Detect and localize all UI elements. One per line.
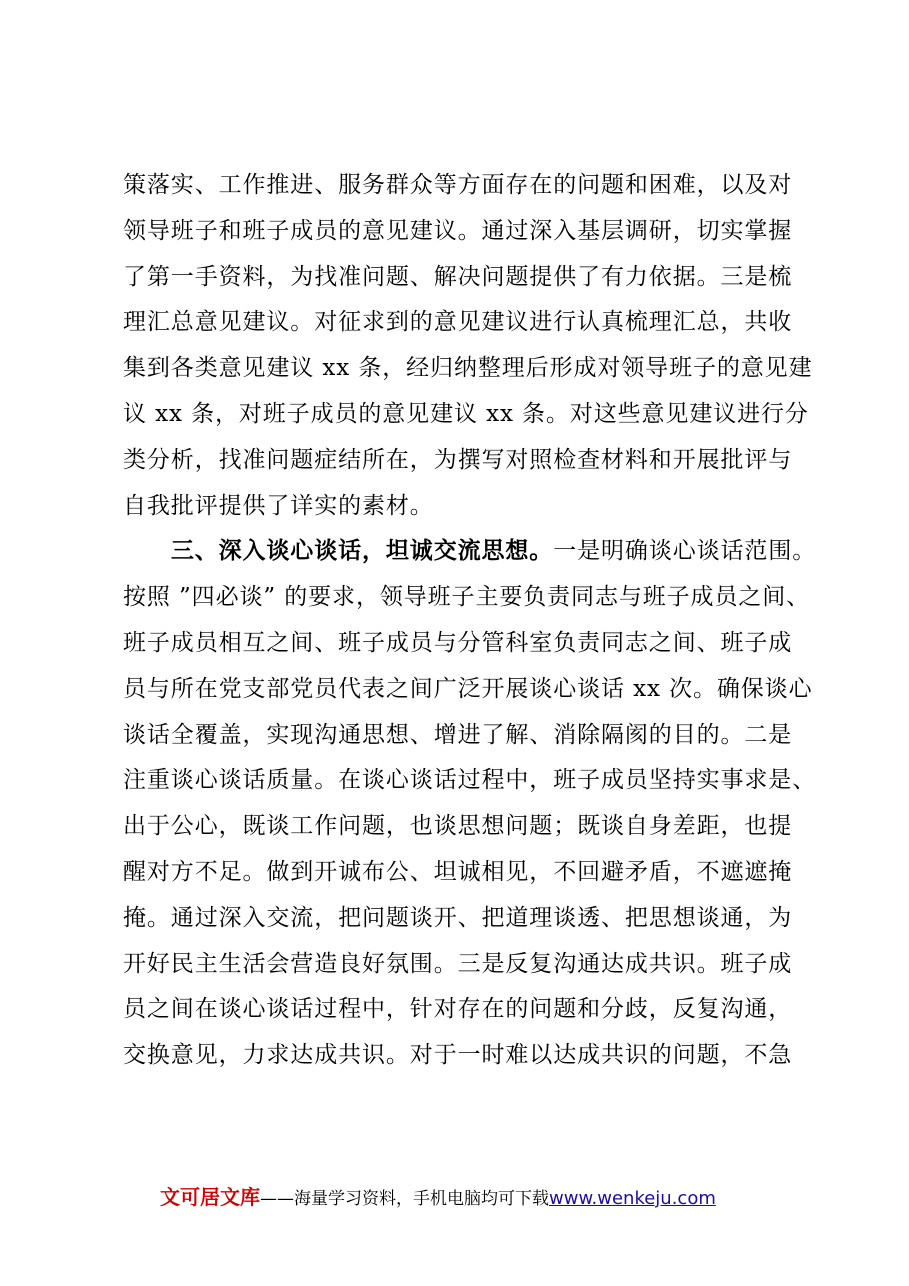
text-line: 领导班子和班子成员的意见建议。通过深入基层调研，切实掌握: [123, 217, 793, 244]
footer-link[interactable]: www.wenkeju.com: [549, 1188, 716, 1209]
text-line: 员之间在谈心谈话过程中，针对存在的问题和分歧，反复沟通，: [123, 996, 793, 1023]
text-line: 醒对方不足。做到开诚布公、坦诚相见，不回避矛盾，不遮遮掩: [123, 858, 793, 885]
text-line: 班子成员相互之间、班子成员与分管科室负责同志之间、班子成: [123, 629, 793, 656]
text-line: 策落实、工作推进、服务群众等方面存在的问题和困难，以及对: [123, 172, 793, 198]
heading-indent: [123, 538, 171, 564]
text-line: 注重谈心谈话质量。在谈心谈话过程中，班子成员坚持实事求是、: [123, 767, 817, 794]
text-line: 自我批评提供了详实的素材。: [123, 492, 434, 519]
footer-banner: [160, 1181, 716, 1211]
text-line: 掩。通过深入交流，把问题谈开、把道理谈透、把思想谈通，为: [123, 904, 793, 931]
body-text: [123, 163, 817, 1079]
text-line: 开好民主生活会营造良好氛围。三是反复沟通达成共识。班子成: [123, 950, 793, 977]
text-line: 理汇总意见建议。对征求到的意见建议进行认真梳理汇总，共收: [123, 309, 793, 336]
text-line: 员与所在党支部党员代表之间广泛开展谈心谈话 xx 次。确保谈心: [123, 675, 813, 702]
text-line: 集到各类意见建议 xx 条，经归纳整理后形成对领导班子的意见建: [123, 355, 813, 382]
footer-tagline: ——海量学习资料，手机电脑均可下载: [260, 1189, 549, 1209]
heading-continuation: 一是明确谈心谈话范围。: [553, 538, 817, 565]
text-line: 了第一手资料，为找准问题、解决问题提供了有力依据。三是梳: [123, 263, 793, 290]
text-line: 谈话全覆盖，实现沟通思想、增进了解、消除隔阂的目的。二是: [123, 721, 793, 748]
footer-brand: 文可居文库: [160, 1185, 260, 1209]
section-heading: 三、深入谈心谈话，坦诚交流思想。: [170, 538, 554, 565]
section-heading-line: [123, 529, 817, 575]
text-line: 议 xx 条，对班子成员的意见建议 xx 条。对这些意见建议进行分: [123, 400, 809, 427]
text-line: 类分析，找准问题症结所在，为撰写对照检查材料和开展批评与: [123, 446, 793, 473]
text-line: 交换意见，力求达成共识。对于一时难以达成共识的问题，不急: [123, 1042, 793, 1069]
text-line: 按照 ”四必谈” 的要求，领导班子主要负责同志与班子成员之间、: [123, 584, 811, 611]
text-line: 出于公心，既谈工作问题，也谈思想问题；既谈自身差距，也提: [123, 813, 793, 840]
